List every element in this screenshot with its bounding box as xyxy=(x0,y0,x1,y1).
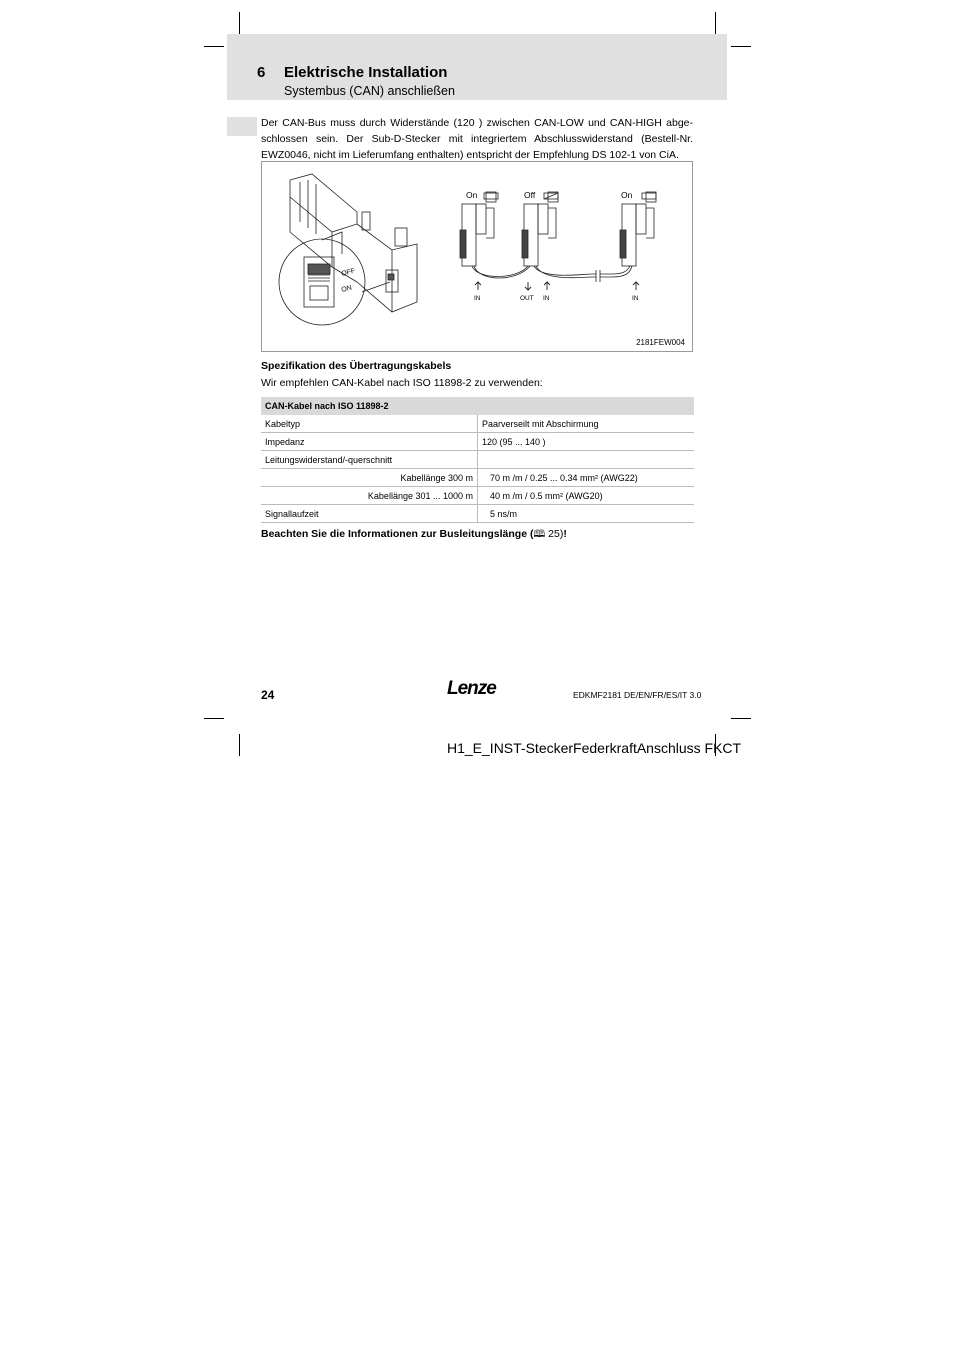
node-3-state: On xyxy=(621,190,633,200)
table-header-row xyxy=(261,397,694,415)
table-row xyxy=(261,433,694,451)
row-label: Impedanz xyxy=(261,433,478,451)
crop-mark-tr-h xyxy=(731,46,751,47)
note-text xyxy=(261,527,567,544)
row-value: 70 m /m / 0.25 ... 0.34 mm² (AWG22) xyxy=(478,469,695,487)
switch-on-label: ON xyxy=(340,284,353,294)
intro-line-1: Der CAN-Bus muss durch Widerstände (120 ) zwischen CAN-LOW und CAN-HIGH abge- xyxy=(261,117,693,129)
row-value: 120 (95 ... 140 ) xyxy=(478,433,695,451)
margin-marker xyxy=(227,117,257,136)
intro-line-3: EWZ0046, nicht im Lieferumfang enthalten) entspricht der Empfehlung DS 102-1 von CiA. xyxy=(261,149,679,161)
page-number: 24 xyxy=(261,688,275,702)
note-main: Beachten Sie die Informationen zur Busleitungslänge ( xyxy=(261,528,534,540)
label-in-2: IN xyxy=(543,295,550,302)
spec-text: Wir empfehlen CAN-Kabel nach ISO 11898-2 zu verwenden: xyxy=(261,377,543,389)
node-1-state: On xyxy=(466,190,478,200)
chapter-subtitle: Systembus (CAN) anschließen xyxy=(284,84,455,98)
row-label: Signallaufzeit xyxy=(261,505,478,523)
table-row xyxy=(261,505,694,523)
row-value: Paarverseilt mit Abschirmung xyxy=(478,415,695,433)
connector-illustration xyxy=(262,162,692,351)
row-label: Kabellänge 301 ... 1000 m xyxy=(261,487,478,505)
table-row xyxy=(261,469,694,487)
row-value: 40 m /m / 0.5 mm² (AWG20) xyxy=(478,487,695,505)
book-icon: 🕮 xyxy=(533,529,546,540)
row-value xyxy=(478,451,695,469)
bus-node-1 xyxy=(460,192,496,266)
connector-figure xyxy=(261,161,693,352)
intro-line-2: schlossen sein. Der Sub-D-Stecker mit integriertem Abschlusswiderstand (Bestell-Nr. xyxy=(261,133,693,145)
spec-title: Spezifikation des Übertragungskabels xyxy=(261,360,452,372)
node-2-state: Off xyxy=(524,190,536,200)
crop-mark-tl-v xyxy=(239,12,240,34)
crop-mark-bl-h xyxy=(204,718,224,719)
table-row xyxy=(261,415,694,433)
table-row xyxy=(261,487,694,505)
figure-code: 2181FEW004 xyxy=(636,338,685,347)
crop-mark-tr-v xyxy=(715,12,716,34)
bus-node-3 xyxy=(620,192,656,266)
chapter-number: 6 xyxy=(257,64,266,81)
label-out: OUT xyxy=(520,295,534,302)
table-row xyxy=(261,451,694,469)
can-cable-table xyxy=(261,397,694,523)
chapter-title: Elektrische Installation xyxy=(284,64,448,81)
lenze-logo: Lenze xyxy=(447,678,496,699)
row-value: 5 ns/m xyxy=(478,505,695,523)
note-end: ! xyxy=(563,528,567,540)
crop-mark-tl-h xyxy=(204,46,224,47)
label-in-1: IN xyxy=(474,295,481,302)
row-label: Kabeltyp xyxy=(261,415,478,433)
label-in-3: IN xyxy=(632,295,639,302)
footer-file-name: H1_E_INST-SteckerFederkraftAnschluss FKCT xyxy=(447,740,742,756)
bus-node-2 xyxy=(522,192,558,266)
crop-mark-br-h xyxy=(731,718,751,719)
intro-paragraph xyxy=(261,115,693,163)
row-label: Kabellänge 300 m xyxy=(261,469,478,487)
document-code: EDKMF2181 DE/EN/FR/ES/IT 3.0 xyxy=(573,690,702,700)
crop-mark-bl-v xyxy=(239,734,240,756)
switch-off-label: OFF xyxy=(340,267,357,278)
table-header: CAN-Kabel nach ISO 11898-2 xyxy=(261,397,694,415)
row-label: Leitungswiderstand/-querschnitt xyxy=(261,451,478,469)
note-page-ref: 25) xyxy=(545,528,564,540)
